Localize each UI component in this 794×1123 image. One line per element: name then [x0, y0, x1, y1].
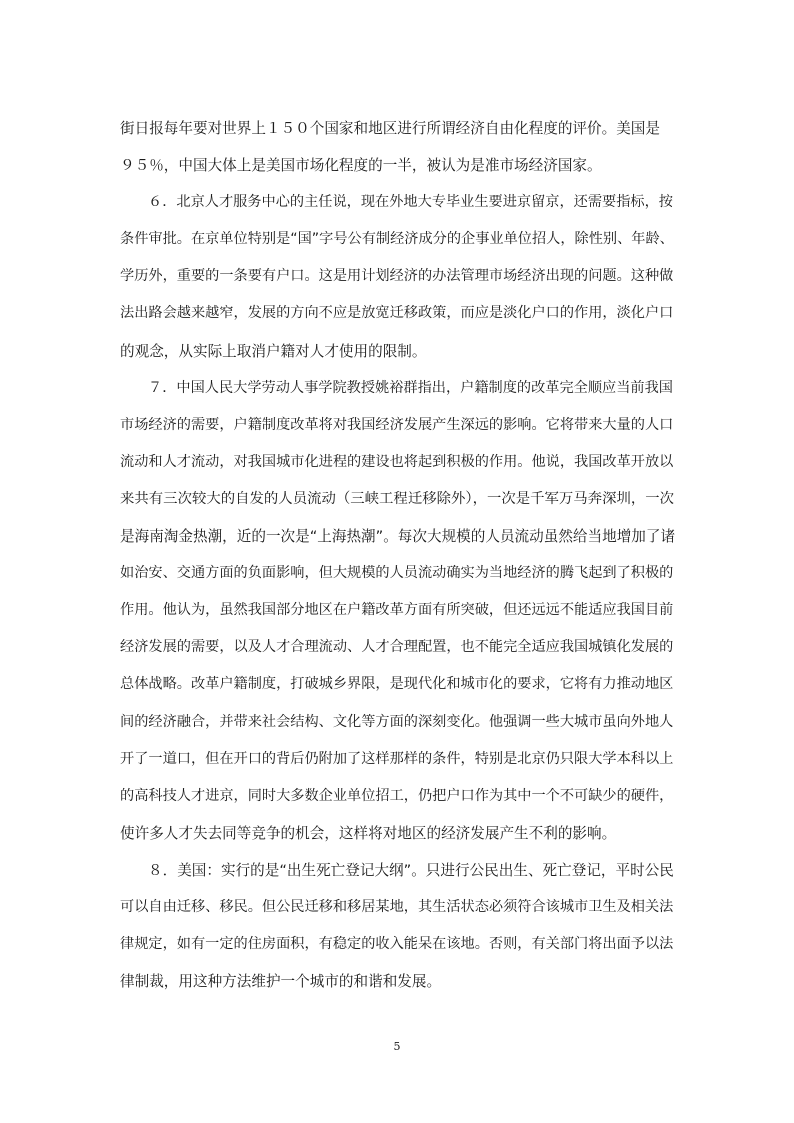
text-line: 经济发展的需要，以及人才合理流动、人才合理配置，也不能完全适应我国城镇化发展的 — [120, 639, 674, 656]
text-line: 法出路会越来越窄，发展的方向不应是放宽迁移政策，而应是淡化户口的作用，淡化户口 — [120, 305, 674, 322]
text-line: 流动和人才流动，对我国城市化进程的建设也将起到积极的作用。他说，我国改革开放以 — [120, 453, 674, 470]
paragraph-first-line: ７．中国人民大学劳动人事学院教授姚裕群指出，户籍制度的改革完全顺应当前我国 — [148, 379, 673, 396]
text-line: 律规定，如有一定的住房面积，有稳定的收入能呆在该地。否则，有关部门将出面予以法 — [120, 936, 674, 953]
text-line: 可以自由迁移、移民。但公民迁移和移居某地，其生活状态必须符合该城市卫生及相关法 — [120, 898, 674, 915]
text-line: 条件审批。在京单位特别是“国”字号公有制经济成分的企事业单位招人，除性别、年龄、 — [120, 231, 674, 248]
page-number: 5 — [393, 1040, 401, 1053]
text-line: 使许多人才失去同等竞争的机会，这样将对地区的经济发展产生不利的影响。 — [120, 824, 617, 842]
text-line: 市场经济的需要，户籍制度改革将对我国经济发展产生深远的影响。它将带来大量的人口 — [120, 416, 674, 433]
body-text — [120, 110, 676, 1000]
text-line: 是海南淘金热潮，近的一次是“上海热潮”。每次大规模的人员流动虽然给当地增加了诸 — [120, 528, 676, 546]
text-line: 作用。他认为，虽然我国部分地区在户籍改革方面有所突破，但还远远不能适应我国目前 — [120, 602, 674, 619]
text-line: 律制裁，用这种方法维护一个城市的和谐和发展。 — [120, 973, 442, 991]
text-line: 总体战略。改革户籍制度，打破城乡界限，是现代化和城市化的要求，它将有力推动地区 — [120, 676, 674, 693]
text-line: 开了一道口，但在开口的背后仍附加了这样那样的条件，特别是北京仍只限大学本科以上 — [120, 750, 674, 767]
text-line: 街日报每年要对世界上１５０个国家和地区进行所谓经济自由化程度的评价。美国是 — [120, 120, 660, 137]
text-line: 的观念，从实际上取消户籍对人才使用的限制。 — [120, 342, 427, 360]
text-line: 学历外，重要的一条要有户口。这是用计划经济的办法管理市场经济出现的问题。这种做 — [120, 268, 674, 285]
text-line: 来共有三次较大的自发的人员流动（三峡工程迁移除外），一次是千军万马奔深圳，一次 — [120, 490, 675, 507]
text-line: 间的经济融合，并带来社会结构、文化等方面的深刻变化。他强调一些大城市虽向外地人 — [120, 713, 674, 730]
text-line: 的高科技人才进京，同时大多数企业单位招工，仍把户口作为其中一个不可缺少的硬件， — [120, 787, 674, 804]
text-line: ９５％，中国大体上是美国市场化程度的一半，被认为是准市场经济国家。 — [120, 157, 602, 175]
paragraph-first-line: ６．北京人才服务中心的主任说，现在外地大专毕业生要进京留京，还需要指标，按 — [148, 194, 673, 211]
text-line: 如治安、交通方面的负面影响，但大规模的人员流动确实为当地经济的腾飞起到了积极的 — [120, 565, 674, 582]
paragraph-first-line: ８．美国：实行的是“出生死亡登记大纲”。只进行公民出生、死亡登记，平时公民 — [148, 861, 674, 879]
